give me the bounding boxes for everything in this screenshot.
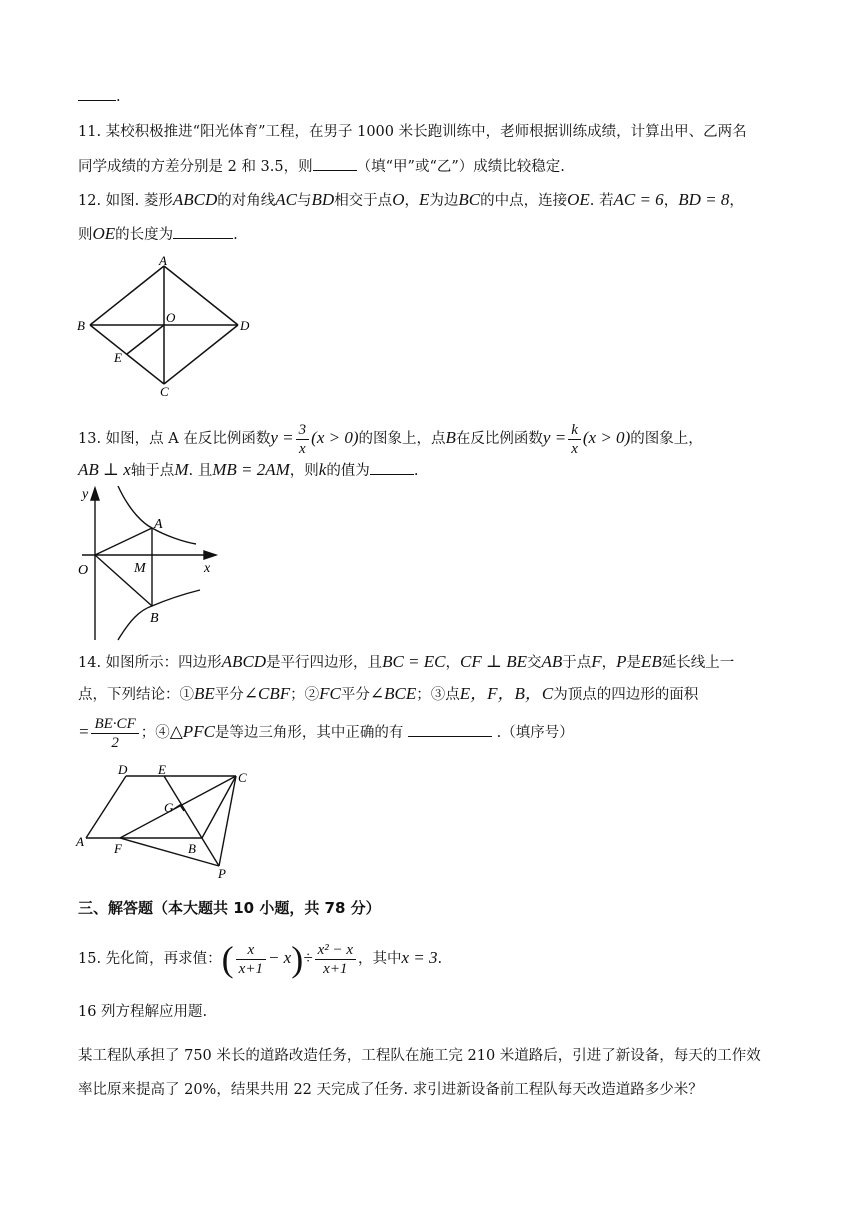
- q11-line1: 11. 某校积极推进“阳光体育”工程，在男子 1000 米长跑训练中，老师根据训练成绩，计算出甲、乙两名: [78, 124, 747, 140]
- q13-line2: AB ⊥ x轴于点M. 且MB = 2AM，则k的值为 .: [78, 460, 419, 479]
- label-o: O: [78, 563, 89, 578]
- q11-answer-blank: [313, 156, 357, 171]
- label-b: B: [77, 318, 85, 333]
- q16-line1: 某工程队承担了 750 米长的道路改造任务，工程队在施工完 210 米道路后，引进了新设备，每天的工作效: [78, 1048, 761, 1064]
- y-axis-arrow: [91, 488, 99, 500]
- label-c: C: [238, 770, 247, 785]
- q14-line2: 点，下列结论：①BE平分∠CBF；②FC平分∠BCE；③点E，F，B，C为顶点的四边形的面积: [78, 684, 699, 703]
- label-e: E: [114, 350, 122, 365]
- q12-line1: 12. 如图. 菱形ABCD的对角线AC与BD相交于点O，E为边BC的中点，连接OE. 若AC = 6，BD = 8，: [78, 190, 744, 209]
- hyperbola-figure: [74, 482, 234, 644]
- label-b: B: [150, 611, 159, 626]
- label-a: A: [154, 517, 163, 532]
- q14-answer-blank: [408, 722, 492, 737]
- label-f: F: [114, 841, 122, 856]
- q12-line2: 则OE的长度为 .: [78, 224, 238, 243]
- label-y: y: [82, 487, 89, 502]
- segment-cp: [219, 776, 236, 866]
- side-ad: [86, 776, 126, 838]
- q13-line1: 13. 如图，点 A 在反比例函数y = $\frac{3}{x}$ (x > 0)的图象上，点B在反比例函数y = $\frac{k}{x}$ (x > 0)的图象上，: [78, 421, 703, 457]
- q11-line2: 同学成绩的方差分别是 2 和 3.5，则 （填“甲”或“乙”）成绩比较稳定.: [78, 156, 565, 177]
- top-answer-line: .: [78, 86, 121, 107]
- q16-title: 16 列方程解应用题.: [78, 1004, 208, 1020]
- curve-y3x: [118, 486, 196, 544]
- label-p: P: [218, 866, 226, 880]
- label-x: x: [204, 561, 211, 576]
- label-a: A: [76, 834, 84, 849]
- label-m: M: [134, 561, 146, 576]
- q15-line: 15. 先化简，再求值：( $\frac{x}{x+1}$ − x)÷ $\frac{\text{x² − x}}{x+1}$ ，其中x = 3.: [78, 939, 443, 979]
- label-d: D: [240, 318, 250, 333]
- segment-oe: [127, 325, 164, 354]
- label-d: D: [118, 762, 128, 777]
- x-axis-arrow: [204, 551, 216, 559]
- curve-ykx: [118, 590, 200, 640]
- rhombus-side-dc: [164, 325, 238, 384]
- label-o: O: [166, 310, 176, 325]
- rhombus-side-ab: [90, 266, 164, 325]
- answer-blank: [78, 86, 116, 101]
- q12-answer-blank: [173, 224, 233, 239]
- label-a: A: [159, 254, 167, 268]
- parallelogram-figure: [74, 760, 264, 880]
- rhombus-figure: [74, 254, 264, 400]
- q14-line1: 14. 如图所示：四边形ABCD是平行四边形，且BC = EC，CF ⊥ BE交AB于点F，P是EB延长线上一: [78, 652, 735, 671]
- q16-line2: 率比原来提高了 20%，结果共用 22 天完成了任务. 求引进新设备前工程队每天改造道路多少米？: [78, 1082, 703, 1098]
- label-c: C: [160, 384, 169, 399]
- label-e: E: [158, 762, 166, 777]
- q13-answer-blank: [370, 460, 414, 475]
- label-b: B: [188, 841, 196, 856]
- section-heading: 三、解答题（本大题共 10 小题，共 78 分）: [78, 899, 381, 917]
- q14-line3: = $\frac{BE\cdot CF}{2}$ ；④△PFC是等边三角形，其中正确的有 .（填序号）: [78, 715, 574, 751]
- segment-oa: [95, 528, 152, 555]
- label-g: G: [164, 800, 174, 815]
